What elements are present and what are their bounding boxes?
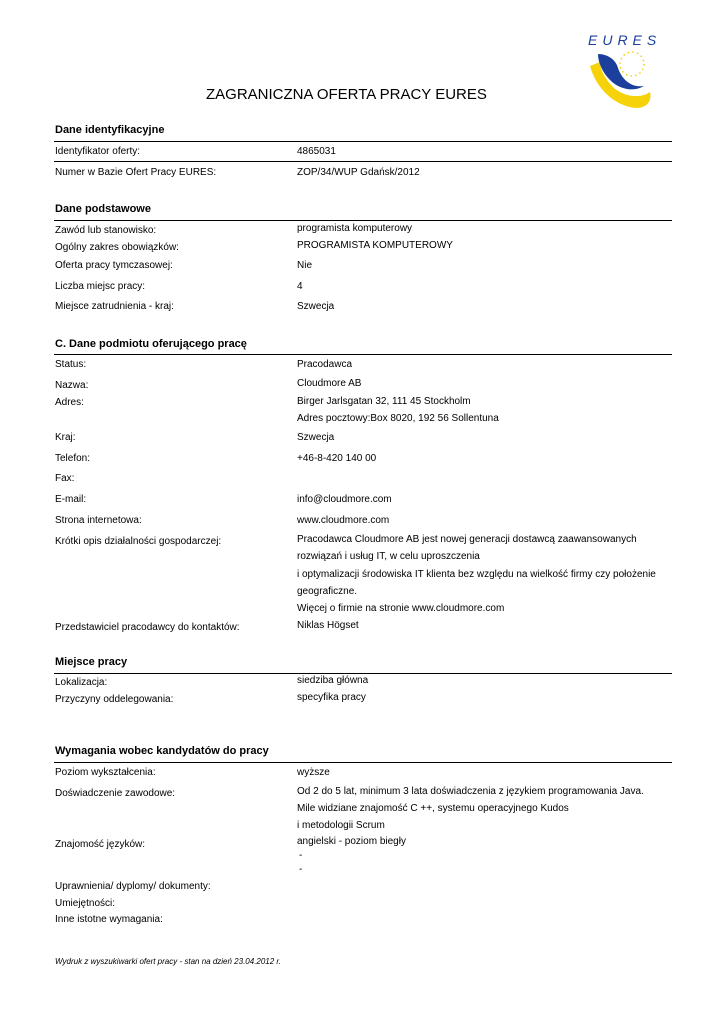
section-heading-requirements: Wymagania wobec kandydatów do pracy (55, 745, 269, 757)
scope-value: PROGRAMISTA KOMPUTEROWY (297, 240, 453, 251)
offer-id-label: Identyfikator oferty: (55, 146, 141, 157)
description-line: i optymalizacji środowiska IT klienta bez względu na wielkość firmy czy położenie (297, 569, 656, 580)
reasons-label: Przyczyny oddelegowania: (55, 694, 174, 705)
positions-value: 4 (297, 281, 303, 292)
languages-label: Znajomość języków: (55, 839, 146, 850)
scope-label: Ogólny zakres obowiązków: (55, 242, 179, 253)
location-value: siedziba główna (297, 675, 369, 686)
section-divider (54, 673, 672, 674)
education-value: wyższe (297, 767, 330, 778)
description-label: Krótki opis działalności gospodarczej: (55, 536, 222, 547)
fax-label: Fax: (55, 473, 75, 484)
description-line: geograficzne. (297, 586, 358, 597)
temporary-label: Oferta pracy tymczasowej: (55, 260, 173, 271)
other-requirements-label: Inne istotne wymagania: (55, 914, 163, 925)
section-divider (54, 762, 672, 763)
status-label: Status: (55, 359, 87, 370)
website-label: Strona internetowa: (55, 515, 142, 526)
address-label: Adres: (55, 397, 84, 408)
language-line: - (299, 864, 303, 875)
experience-label: Doświadczenie zawodowe: (55, 788, 176, 799)
website-value[interactable]: www.cloudmore.com (297, 515, 390, 526)
page-title: ZAGRANICZNA OFERTA PRACY EURES (206, 86, 487, 103)
email-value[interactable]: info@cloudmore.com (297, 494, 392, 505)
contact-label: Przedstawiciel pracodawcy do kontaktów: (55, 622, 240, 633)
profession-label: Zawód lub stanowisko: (55, 225, 157, 236)
language-line: angielski - poziom biegły (297, 836, 406, 847)
section-divider (54, 220, 672, 221)
eures-logo (586, 32, 662, 112)
employer-name-label: Nazwa: (55, 380, 89, 391)
db-number-value: ZOP/34/WUP Gdańsk/2012 (297, 167, 420, 178)
employer-country-value: Szwecja (297, 432, 335, 443)
employer-country-label: Kraj: (55, 432, 76, 443)
country-value: Szwecja (297, 301, 335, 312)
offer-id-value: 4865031 (297, 146, 336, 157)
phone-value: +46-8-420 140 00 (297, 453, 377, 464)
footer-note: Wydruk z wyszukiwarki ofert pracy - stan na dzień 23.04.2012 r. (55, 957, 282, 966)
description-line: Więcej o firmie na stronie www.cloudmore.com (297, 603, 505, 614)
experience-line: Mile widziane znajomość C ++, systemu operacyjnego Kudos (297, 803, 569, 814)
language-line: - (299, 850, 303, 861)
email-label: E-mail: (55, 494, 87, 505)
profession-value: programista komputerowy (297, 223, 413, 234)
employer-name-value: Cloudmore AB (297, 378, 362, 389)
country-label: Miejsce zatrudnienia - kraj: (55, 301, 174, 312)
location-label: Lokalizacja: (55, 677, 108, 688)
skills-label: Umiejętności: (55, 898, 116, 909)
section-heading-basic: Dane podstawowe (55, 203, 151, 215)
experience-line: Od 2 do 5 lat, minimum 3 lata doświadczenia z językiem programowania Java. (297, 786, 644, 797)
description-line: rozwiązań i usług IT, w celu uproszczenia (297, 551, 480, 562)
section-heading-identification: Dane identyfikacyjne (55, 124, 165, 136)
reasons-value: specyfika pracy (297, 692, 366, 703)
positions-label: Liczba miejsc pracy: (55, 281, 146, 292)
phone-label: Telefon: (55, 453, 91, 464)
db-number-label: Numer w Bazie Ofert Pracy EURES: (55, 167, 217, 178)
education-label: Poziom wykształcenia: (55, 767, 156, 778)
experience-line: i metodologii Scrum (297, 820, 385, 831)
contact-value: Niklas Högset (297, 620, 359, 631)
section-heading-employer: C. Dane podmiotu oferującego pracę (55, 338, 247, 350)
temporary-value: Nie (297, 260, 313, 271)
status-value: Pracodawca (297, 359, 353, 370)
section-divider (54, 141, 672, 142)
eures-emblem-icon (586, 48, 656, 110)
section-divider (54, 354, 672, 355)
description-line: Pracodawca Cloudmore AB jest nowej generacji dostawcą zaawansowanych (297, 534, 637, 545)
eures-logo-text: EURES (588, 32, 662, 48)
address-line-2: Adres pocztowy:Box 8020, 192 56 Sollentuna (297, 413, 499, 424)
row-divider (54, 161, 672, 162)
section-heading-workplace: Miejsce pracy (55, 656, 128, 668)
address-line-1: Birger Jarlsgatan 32, 111 45 Stockholm (297, 396, 471, 407)
permits-label: Uprawnienia/ dyplomy/ dokumenty: (55, 881, 211, 892)
